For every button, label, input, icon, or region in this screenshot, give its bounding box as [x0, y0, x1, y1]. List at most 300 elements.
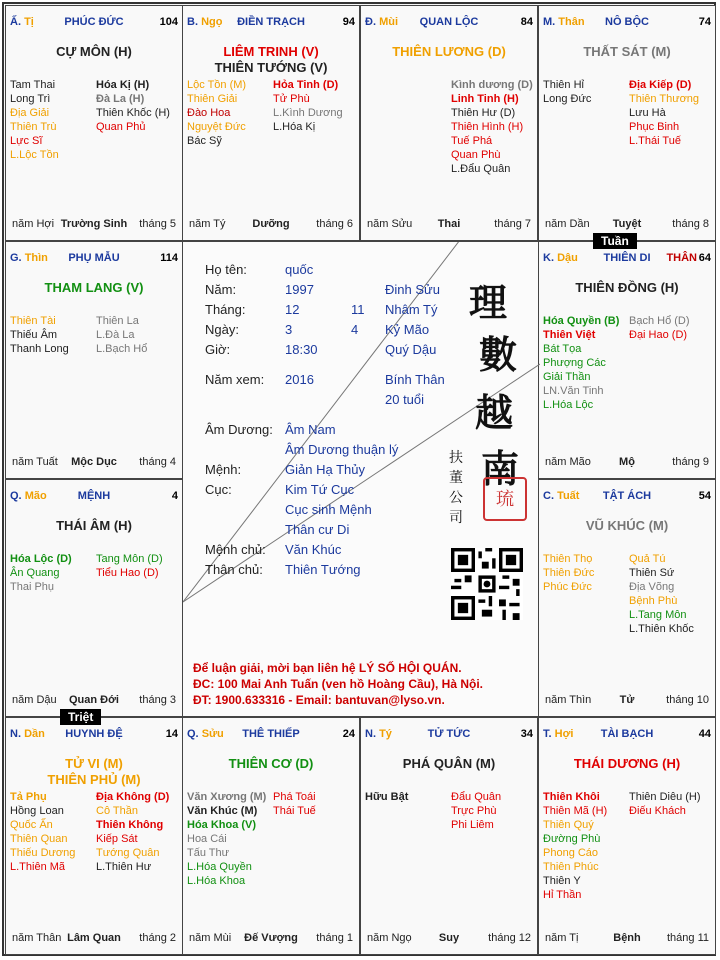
- minor-star: Thiên La: [96, 315, 139, 327]
- minor-star: Cô Thần: [96, 805, 138, 817]
- life-stage: Tuyệt: [612, 218, 642, 230]
- minor-star: Đà La (H): [96, 93, 145, 105]
- palace-ti: [5, 5, 183, 241]
- can-chi: C. Tuất: [543, 490, 580, 502]
- palace-hoi: [538, 717, 716, 955]
- dai-han-number: 104: [159, 16, 178, 28]
- minor-star: Phi Liêm: [451, 819, 494, 831]
- minor-star: L.Thiên Hư: [96, 861, 152, 873]
- star-list-right: [96, 790, 169, 874]
- main-stars: [187, 44, 355, 76]
- main-stars: [365, 44, 533, 60]
- minor-star: L.Hóa Kị: [273, 121, 316, 133]
- label-cuc: Cục:: [205, 482, 232, 497]
- palace-footer: [367, 218, 531, 232]
- main-star: VŨ KHÚC (M): [585, 518, 669, 533]
- can-chi: Q. Sửu: [187, 728, 224, 740]
- palace-header: [365, 728, 533, 744]
- minor-star: Thiên Thọ: [543, 553, 593, 565]
- palace-mui: [360, 5, 538, 241]
- minor-star: L.Thái Tuế: [629, 135, 681, 147]
- minor-star: LN.Văn Tinh: [543, 385, 604, 397]
- year-label: năm Mùi: [189, 932, 232, 944]
- minor-star: Thiên Quan: [10, 833, 68, 845]
- palace-name: TỬ TỨC: [427, 728, 471, 740]
- palace-footer: [545, 932, 709, 946]
- minor-star: Tang Môn (D): [96, 553, 163, 565]
- minor-star: Tử Phù: [273, 93, 310, 105]
- palace-name: PHÚC ĐỨC: [64, 16, 124, 28]
- label-ho-ten: Họ tên:: [205, 262, 247, 277]
- minor-star: Địa Kiếp (D): [629, 79, 692, 91]
- label-ngay: Ngày:: [205, 322, 239, 337]
- life-stage: Bệnh: [613, 932, 641, 944]
- star-list-left: [365, 790, 408, 804]
- tuoi: 20 tuổi: [385, 392, 425, 407]
- palace-footer: [545, 218, 709, 232]
- minor-star: Thiếu Dương: [10, 847, 76, 859]
- palace-footer: [12, 456, 176, 470]
- main-star: THAM LANG (V): [44, 280, 144, 295]
- qr-code[interactable]: [451, 548, 523, 620]
- main-star: THIÊN TƯỚNG (V): [214, 60, 328, 75]
- dai-han-number: 74: [698, 16, 711, 28]
- palace-dau: [538, 241, 716, 479]
- can-chi: T. Hợi: [543, 728, 574, 740]
- minor-star: Long Đức: [543, 93, 592, 105]
- palace-mao: [5, 479, 183, 717]
- can-chi: G. Thìn: [10, 252, 48, 264]
- canchi-gio: Quý Dậu: [385, 342, 437, 357]
- value-cuc: Kim Tứ Cục: [285, 482, 355, 497]
- minor-star: L.Hóa Khoa: [187, 875, 246, 887]
- dai-han-number: 4: [171, 490, 178, 502]
- palace-name: NÔ BỘC: [605, 16, 649, 28]
- palace-name: ĐIỀN TRẠCH: [237, 16, 305, 28]
- minor-star: Kình dương (D): [451, 79, 533, 91]
- minor-star: L.Đà La: [96, 329, 135, 341]
- star-list-left: [187, 78, 246, 148]
- can-chi: M. Thân: [543, 16, 585, 28]
- palace-footer: [12, 218, 176, 232]
- star-list-left: [10, 552, 72, 594]
- main-star: THÁI ÂM (H): [56, 518, 132, 533]
- year-label: năm Ngọ: [367, 932, 412, 944]
- star-list-right: [451, 78, 533, 176]
- minor-star: L.Kình Dương: [273, 107, 343, 119]
- star-list-left: [187, 790, 266, 888]
- main-star: LIÊM TRINH (V): [223, 44, 319, 59]
- month-label: tháng 7: [494, 218, 531, 230]
- star-list-left: [543, 790, 607, 902]
- label-nam-xem: Năm xem:: [205, 372, 265, 387]
- calligraphy-char-2: 數: [479, 332, 518, 377]
- star-list-right: [451, 790, 501, 832]
- year-label: năm Tị: [545, 932, 579, 944]
- main-stars: [10, 280, 178, 296]
- minor-star: Thiếu Âm: [10, 329, 58, 341]
- minor-star: Thiên Hư (D): [451, 107, 516, 119]
- minor-star: Thiên Sứ: [629, 567, 675, 579]
- palace-header: [10, 16, 178, 32]
- palace-footer: [189, 932, 353, 946]
- minor-star: Tuế Phá: [451, 135, 493, 147]
- star-list-right: [629, 552, 694, 636]
- minor-star: Trực Phù: [451, 805, 497, 817]
- main-stars: [543, 518, 711, 534]
- minor-star: Thiên Hỉ: [543, 79, 584, 91]
- month-label: tháng 11: [666, 932, 709, 944]
- palace-header: [543, 490, 711, 506]
- minor-star: Văn Khúc (M): [187, 805, 258, 817]
- year-label: năm Hợi: [12, 218, 55, 230]
- minor-star: Hóa Khoa (V): [187, 819, 257, 831]
- month-label: tháng 6: [316, 218, 353, 230]
- can-chi: K. Dậu: [543, 252, 578, 264]
- dai-han-number: 84: [520, 16, 533, 28]
- contact-line-3: ĐT: 1900.633316 - Email: bantuvan@lyso.vn.: [193, 693, 445, 707]
- palace-footer: [545, 694, 709, 708]
- contact-line-2: ĐC: 100 Mai Anh Tuấn (ven hồ Hoàng Cầu), Hà Nội.: [193, 677, 484, 691]
- palace-thin: [5, 241, 183, 479]
- palace-name: HUYNH ĐỆ: [65, 728, 123, 740]
- dai-han-number: 114: [160, 252, 178, 264]
- minor-star: L.Bạch Hổ: [96, 343, 148, 355]
- label-than-chu: Thân chủ:: [205, 562, 263, 577]
- palace-header: [543, 728, 711, 744]
- minor-star: Thiên Không: [96, 819, 164, 831]
- palace-header: [543, 16, 711, 32]
- main-star: THIÊN CƠ (D): [228, 756, 314, 771]
- value-ngay: 3: [285, 322, 293, 337]
- year-label: năm Thân: [12, 932, 62, 944]
- life-stage: Trường Sinh: [60, 218, 128, 230]
- value-am-duong-2: Âm Dương thuận lý: [285, 442, 399, 457]
- minor-star: Thiên Y: [543, 875, 581, 887]
- palace-header: [10, 490, 178, 506]
- canchi-nam-xem: Bính Thân: [385, 372, 445, 387]
- palace-ty: [360, 717, 538, 955]
- minor-star: Phục Binh: [629, 121, 680, 133]
- main-star: CỰ MÔN (H): [56, 44, 132, 59]
- year-label: năm Tuất: [12, 456, 58, 468]
- palace-ngo: [182, 5, 360, 241]
- star-list-right: [96, 314, 147, 356]
- minor-star: Phượng Các: [543, 357, 606, 369]
- palace-header: [187, 728, 355, 744]
- minor-star: Thiên Trù: [10, 121, 57, 133]
- main-stars: [10, 756, 178, 788]
- minor-star: Đẩu Quân: [451, 791, 502, 803]
- label-gio: Giờ:: [205, 342, 231, 357]
- minor-star: Tướng Quân: [96, 847, 160, 859]
- minor-star: Thai Phụ: [10, 581, 55, 593]
- star-list-left: [543, 552, 594, 594]
- value-than-chu: Thiên Tướng: [285, 562, 361, 577]
- label-thang: Tháng:: [205, 302, 246, 317]
- main-stars: [187, 756, 355, 772]
- life-stage: Lâm Quan: [67, 932, 121, 944]
- label-am-duong: Âm Dương:: [205, 422, 273, 437]
- label-nam: Năm:: [205, 282, 237, 297]
- palace-footer: [367, 932, 531, 946]
- year-label: năm Dần: [545, 218, 590, 230]
- value-cuc-3: Thân cư Di: [285, 522, 350, 537]
- minor-star: L.Tang Môn: [629, 609, 687, 621]
- red-seal-stamp: 琉: [483, 477, 527, 521]
- minor-star: Long Trì: [10, 93, 51, 105]
- center-info-panel: [182, 241, 539, 717]
- star-list-left: [10, 790, 75, 874]
- star-list-right: [96, 78, 170, 134]
- palace-dan: [5, 717, 183, 955]
- life-stage: Tử: [619, 694, 635, 706]
- minor-star: Quan Phù: [451, 149, 501, 161]
- palace-header: [10, 252, 178, 268]
- palace-header: [10, 728, 178, 744]
- minor-star: Phá Toái: [273, 791, 316, 803]
- can-chi: N. Tý: [365, 728, 392, 740]
- life-stage: Dưỡng: [252, 218, 290, 230]
- year-label: năm Sửu: [367, 218, 413, 230]
- palace-name: MỆNH: [77, 490, 111, 502]
- calligraphy-signature: 扶 董 公 司: [449, 450, 463, 526]
- minor-star: L.Hóa Quyền: [187, 861, 252, 873]
- tuan-tag: Tuần: [593, 233, 637, 249]
- dai-han-number: 94: [342, 16, 355, 28]
- minor-star: Hữu Bật: [365, 791, 409, 803]
- minor-star: Quốc Ấn: [10, 819, 53, 831]
- value-cuc-2: Cục sinh Mệnh: [285, 502, 372, 517]
- minor-star: Thiên Đức: [543, 567, 595, 579]
- minor-star: Địa Không (D): [96, 791, 170, 803]
- star-list-right: [96, 552, 163, 580]
- value-nam: 1997: [285, 282, 314, 297]
- main-stars: [10, 44, 178, 60]
- palace-footer: [545, 456, 709, 470]
- minor-star: Hỉ Thần: [543, 889, 582, 901]
- value-thang-lunar: 11: [351, 302, 365, 317]
- minor-star: Thiên Quý: [543, 819, 594, 831]
- life-stage: Mộc Dục: [71, 456, 117, 468]
- minor-star: Bát Tọa: [543, 343, 582, 355]
- main-star: THIÊN PHỦ (M): [47, 772, 141, 787]
- minor-star: Giải Thần: [543, 371, 591, 383]
- minor-star: Phúc Đức: [543, 581, 592, 593]
- main-stars: [543, 280, 711, 296]
- label-menh-chu: Mệnh chủ:: [205, 542, 266, 557]
- star-list-left: [10, 314, 69, 356]
- dai-han-number: 24: [342, 728, 355, 740]
- month-label: tháng 12: [488, 932, 531, 944]
- star-list-right: [273, 78, 343, 134]
- minor-star: Bệnh Phù: [629, 595, 678, 607]
- minor-star: Nguyệt Đức: [187, 121, 246, 133]
- can-chi: Q. Mão: [10, 490, 47, 502]
- minor-star: Thiên Khốc (H): [96, 107, 170, 119]
- palace-name: TẬT ÁCH: [602, 490, 652, 502]
- palace-footer: [189, 218, 353, 232]
- dai-han-number: 34: [520, 728, 533, 740]
- palace-name: PHỤ MẪU: [68, 252, 120, 264]
- palace-suu: [182, 717, 360, 955]
- minor-star: Tấu Thư: [187, 847, 230, 859]
- calligraphy-char-4: 南: [481, 446, 520, 491]
- minor-star: Thiên Phúc: [543, 861, 599, 873]
- minor-star: Hoa Cái: [187, 833, 227, 845]
- minor-star: Thiên Thương: [629, 93, 700, 105]
- minor-star: Thiên Tài: [10, 315, 56, 327]
- minor-star: Hóa Quyền (B): [543, 315, 620, 327]
- main-stars: [543, 44, 711, 60]
- month-label: tháng 4: [139, 456, 176, 468]
- main-star: TỬ VI (M): [65, 756, 123, 771]
- value-menh: Giản Hạ Thủy: [285, 462, 365, 477]
- dai-han-number: 54: [698, 490, 711, 502]
- life-stage: Thai: [437, 218, 461, 230]
- star-list-right: [629, 790, 701, 818]
- palace-than: [538, 5, 716, 241]
- can-chi: B. Ngọ: [187, 16, 223, 28]
- value-thang: 12: [285, 302, 300, 317]
- minor-star: Hỏa Tinh (D): [273, 79, 339, 91]
- minor-star: Thiên Diêu (H): [629, 791, 701, 803]
- minor-star: Linh Tinh (H): [451, 93, 519, 105]
- main-star: THIÊN ĐỒNG (H): [575, 280, 679, 295]
- value-ngay-lunar: 4: [351, 322, 359, 337]
- minor-star: Hóa Kị (H): [96, 79, 150, 91]
- can-chi: Ấ. Tị: [10, 16, 34, 28]
- minor-star: Địa Võng: [629, 581, 675, 593]
- year-label: năm Mão: [545, 456, 591, 468]
- palace-name: THIÊN DI: [603, 252, 651, 264]
- life-stage: Quan Đới: [69, 694, 119, 706]
- minor-star: L.Đẩu Quân: [451, 163, 511, 175]
- minor-star: L.Hóa Lộc: [543, 399, 594, 411]
- label-menh: Mệnh:: [205, 462, 242, 477]
- minor-star: Lưu Hà: [629, 107, 666, 119]
- minor-star: L.Thiên Khốc: [629, 623, 694, 635]
- than-marker: THÂN: [666, 252, 697, 264]
- month-label: tháng 5: [139, 218, 176, 230]
- month-label: tháng 8: [672, 218, 709, 230]
- minor-star: Thiên Giải: [187, 93, 238, 105]
- contact-block: [193, 660, 483, 708]
- value-menh-chu: Văn Khúc: [285, 542, 342, 557]
- value-am-duong: Âm Nam: [285, 422, 336, 437]
- minor-star: Bác Sỹ: [187, 135, 222, 147]
- minor-star: Hồng Loan: [10, 805, 64, 817]
- star-list-right: [629, 78, 699, 148]
- minor-star: Đường Phù: [543, 833, 601, 845]
- palace-footer: [12, 932, 176, 946]
- palace-header: [543, 252, 711, 268]
- minor-star: Lộc Tồn (M): [187, 79, 247, 91]
- star-list-left: [543, 78, 591, 106]
- main-star: THIÊN LƯƠNG (D): [392, 44, 506, 59]
- year-label: năm Dậu: [12, 694, 57, 706]
- life-stage: Mộ: [619, 456, 635, 468]
- palace-header: [187, 16, 355, 32]
- minor-star: Thiên Mã (H): [543, 805, 608, 817]
- canchi-thang: Nhâm Tý: [385, 302, 438, 317]
- calligraphy-char-3: 越: [475, 390, 514, 435]
- minor-star: Thiên Việt: [543, 329, 596, 341]
- palace-footer: [12, 694, 176, 708]
- minor-star: Quả Tú: [629, 553, 666, 565]
- can-chi: Đ. Mùi: [365, 16, 399, 28]
- main-stars: [365, 756, 533, 772]
- star-list-right: [273, 790, 316, 818]
- minor-star: Kiếp Sát: [96, 833, 138, 845]
- minor-star: Ân Quang: [10, 567, 60, 579]
- minor-star: Tiểu Hao (D): [96, 567, 159, 579]
- value-gio: 18:30: [285, 342, 318, 357]
- minor-star: Điếu Khách: [629, 805, 686, 817]
- palace-name: TÀI BẠCH: [600, 728, 654, 740]
- calligraphy-char-1: 理: [469, 280, 508, 325]
- triet-tag: Triệt: [60, 709, 101, 725]
- palace-header: [365, 16, 533, 32]
- main-star: THẤT SÁT (M): [583, 44, 671, 59]
- value-nam-xem: 2016: [285, 372, 314, 387]
- main-star: THÁI DƯƠNG (H): [573, 756, 681, 771]
- minor-star: Thiên Hình (H): [451, 121, 524, 133]
- palace-name: QUAN LỘC: [419, 16, 479, 28]
- minor-star: Phong Cáo: [543, 847, 599, 859]
- value-ho-ten: quốc: [285, 262, 314, 277]
- main-stars: [543, 756, 711, 772]
- dai-han-number: 44: [698, 728, 711, 740]
- dai-han-number: 64: [698, 252, 711, 264]
- canchi-ngay: Kỷ Mão: [385, 322, 430, 337]
- minor-star: Đào Hoa: [187, 107, 231, 119]
- month-label: tháng 2: [139, 932, 176, 944]
- star-list-right: [629, 314, 690, 342]
- month-label: tháng 3: [139, 694, 176, 706]
- palace-name: THÊ THIẾP: [242, 728, 300, 740]
- star-list-left: [543, 314, 619, 412]
- minor-star: Văn Xương (M): [187, 791, 267, 803]
- month-label: tháng 10: [666, 694, 709, 706]
- minor-star: L.Lộc Tồn: [10, 149, 59, 161]
- canchi-nam: Đinh Sửu: [385, 282, 440, 297]
- minor-star: Thiên Khôi: [543, 791, 600, 803]
- contact-line-1: Để luận giải, mời bạn liên hệ LÝ SỐ HỘI QUÁN.: [193, 661, 462, 675]
- can-chi: N. Dần: [10, 728, 45, 740]
- life-stage: Đế Vượng: [244, 932, 298, 944]
- main-star: PHÁ QUÂN (M): [402, 756, 496, 771]
- life-stage: Suy: [438, 932, 460, 944]
- month-label: tháng 9: [672, 456, 709, 468]
- palace-tuat: [538, 479, 716, 717]
- minor-star: Lực Sĩ: [10, 135, 43, 147]
- main-stars: [10, 518, 178, 534]
- minor-star: Thanh Long: [10, 343, 69, 355]
- minor-star: Thái Tuế: [273, 805, 316, 817]
- minor-star: Đại Hao (D): [629, 329, 688, 341]
- minor-star: Hóa Lộc (D): [10, 553, 72, 565]
- minor-star: L.Thiên Mã: [10, 861, 66, 873]
- minor-star: Quan Phủ: [96, 121, 146, 133]
- month-label: tháng 1: [316, 932, 353, 944]
- minor-star: Tam Thai: [10, 79, 56, 91]
- minor-star: Địa Giải: [10, 107, 50, 119]
- minor-star: Bạch Hổ (D): [629, 315, 690, 327]
- star-list-left: [10, 78, 59, 162]
- year-label: năm Tý: [189, 218, 226, 230]
- minor-star: Tả Phụ: [10, 791, 47, 803]
